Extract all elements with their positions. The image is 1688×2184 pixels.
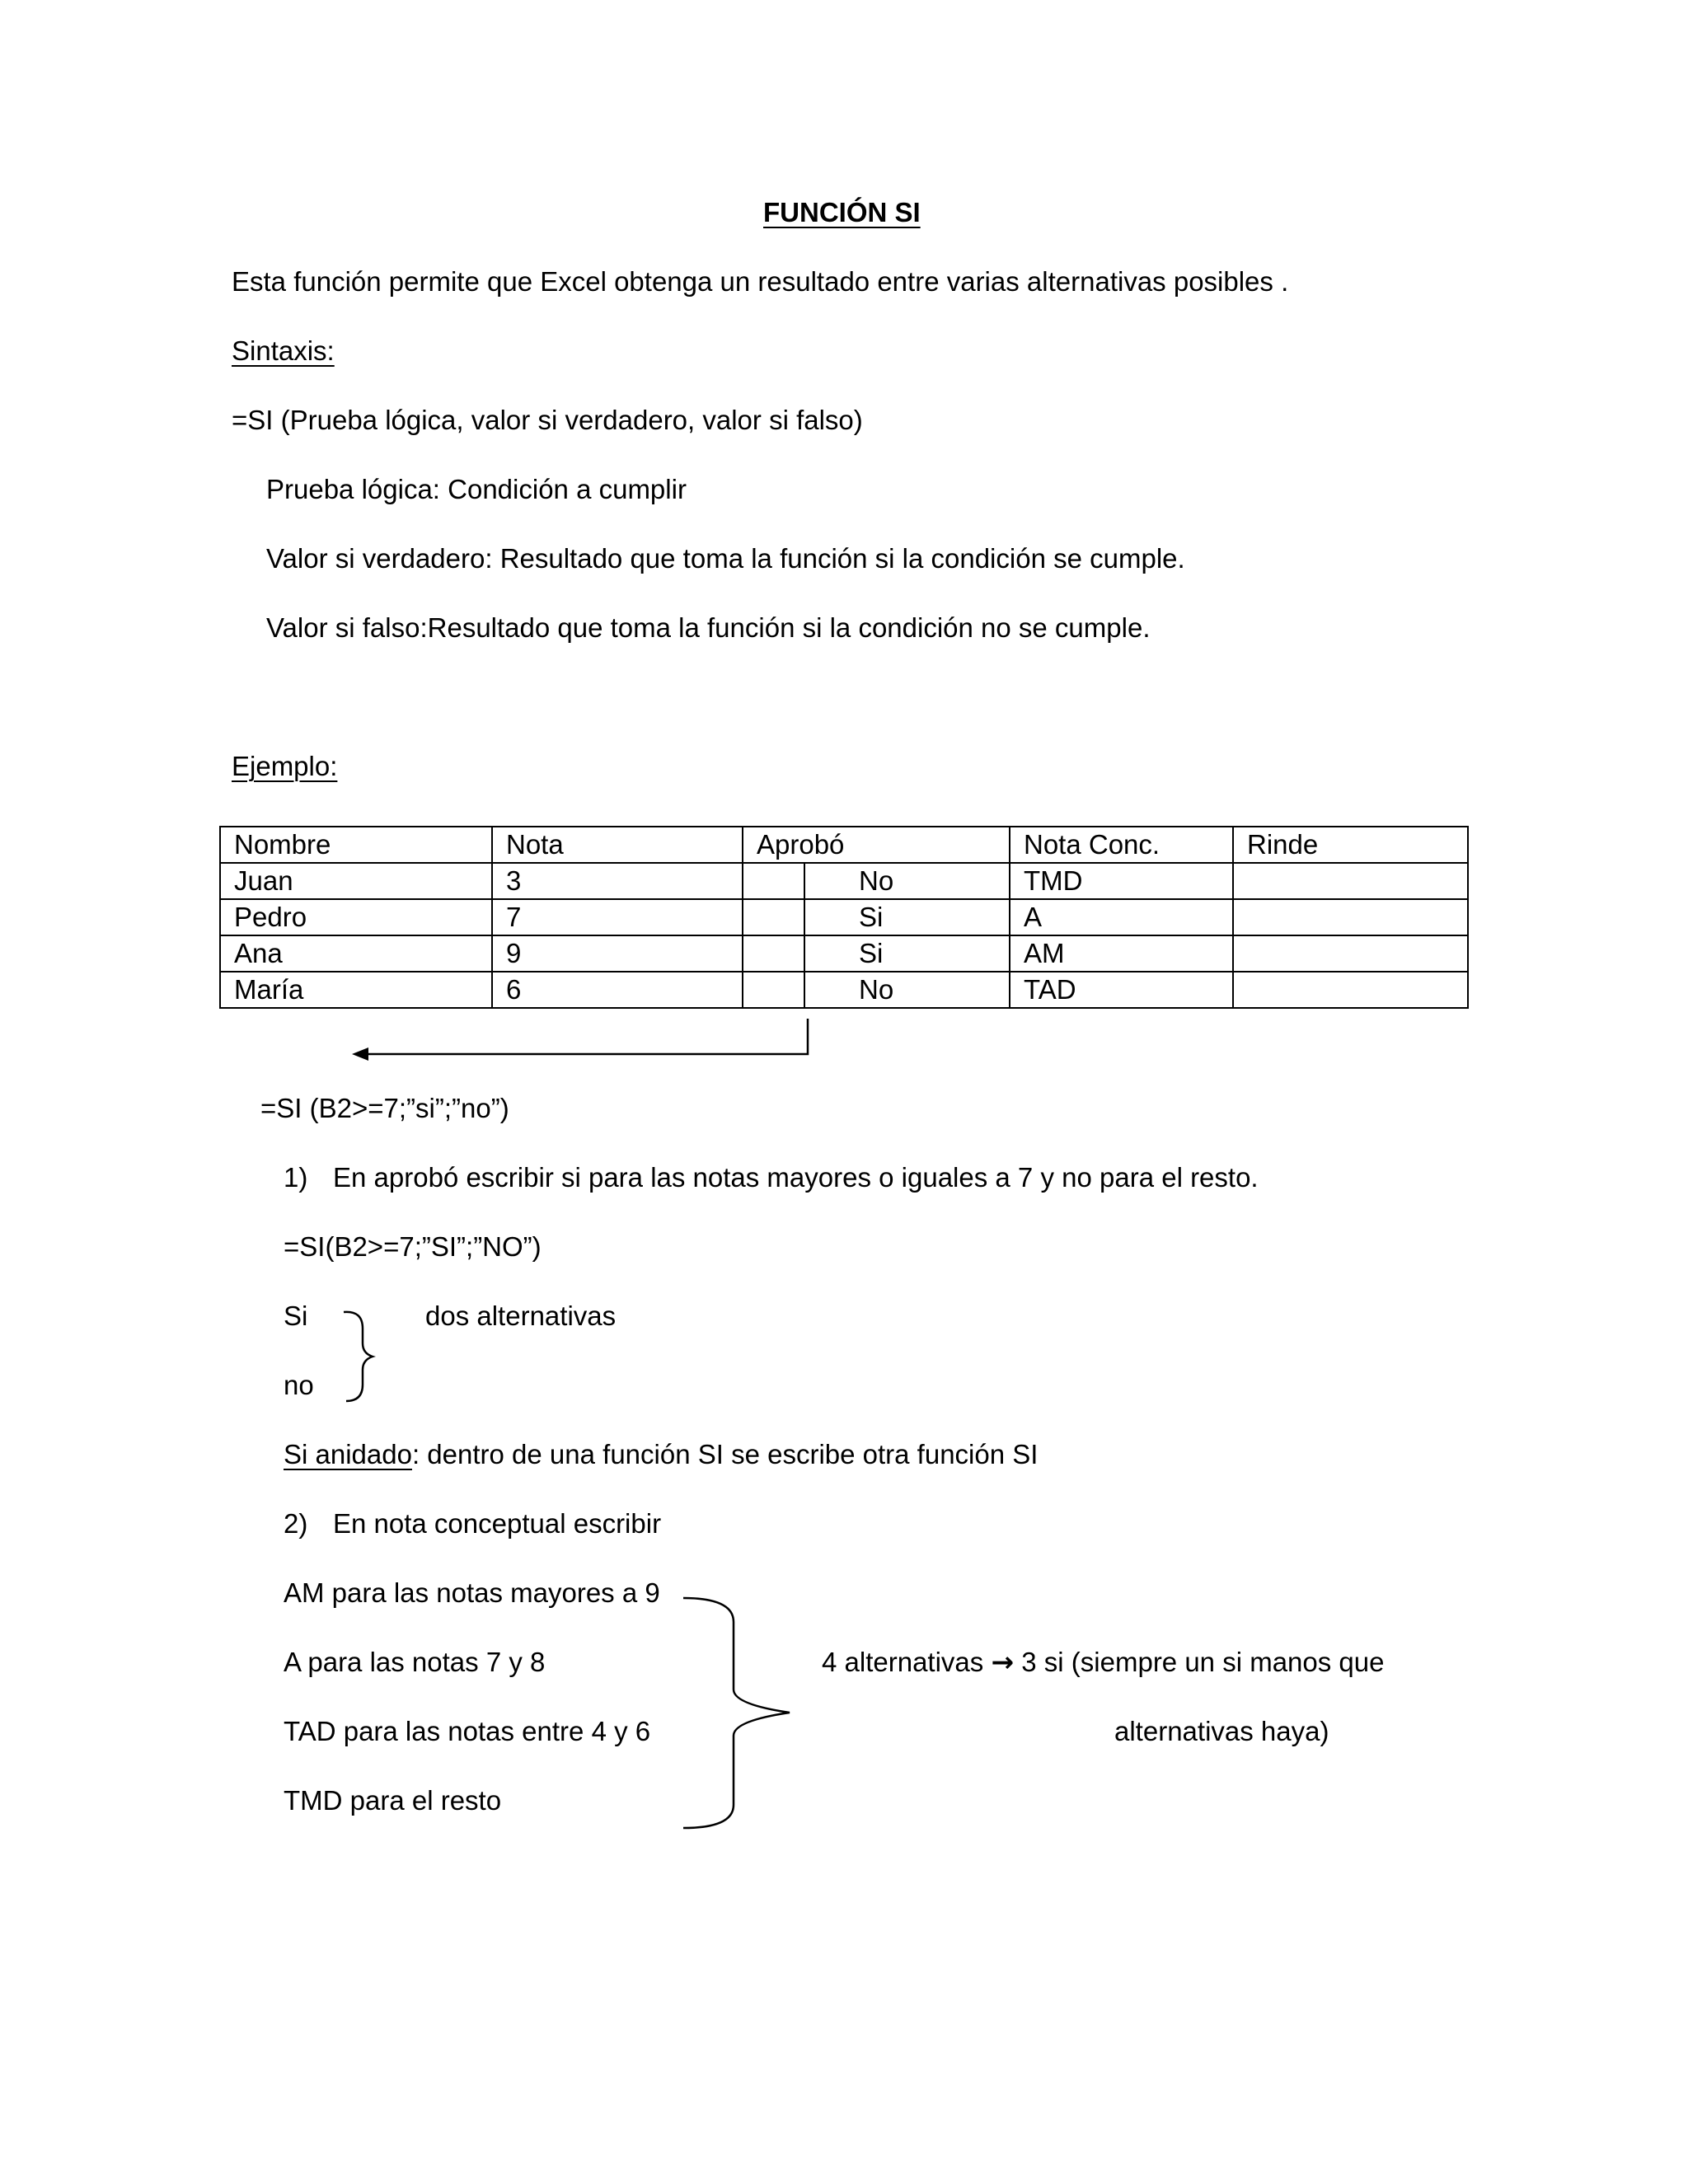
cell-nombre: María <box>220 972 492 1008</box>
header-nombre: Nombre <box>220 827 492 863</box>
arrow-right-icon: → <box>991 1646 1015 1678</box>
cell-aprobo <box>743 899 1010 935</box>
nested-si-text: : dentro de una función SI se escribe otra función SI <box>411 1439 1039 1469</box>
alternative-no: no <box>284 1370 314 1400</box>
brace-large-icon <box>683 1598 790 1828</box>
alternative-si: Si <box>284 1301 308 1331</box>
cell-aprobo <box>743 863 1010 899</box>
cell-aprobo-value: Si <box>859 938 884 968</box>
cell-nota-conc: TMD <box>1010 863 1233 899</box>
param-valor-falso: Valor si falso:Resultado que toma la función si la condición no se cumple. <box>266 612 1151 643</box>
nested-si-line <box>284 1438 1038 1471</box>
item-1-number: 1) <box>284 1162 308 1193</box>
table-header-row <box>220 827 1468 863</box>
formula-example-2: =SI(B2>=7;”SI”;”NO”) <box>284 1231 542 1262</box>
cell-aprobo-value: Si <box>859 902 884 932</box>
param-prueba-logica: Prueba lógica: Condición a cumplir <box>266 474 687 504</box>
param-valor-verdadero: Valor si verdadero: Resultado que toma la función si la condición se cumple. <box>266 543 1185 574</box>
syntax-label: Sintaxis: <box>232 335 335 366</box>
summary-line-2: alternativas haya) <box>1114 1716 1329 1746</box>
condition-tmd: TMD para el resto <box>284 1785 502 1816</box>
cell-rinde <box>1233 935 1468 972</box>
cell-nombre: Ana <box>220 935 492 972</box>
cell-aprobo <box>743 935 1010 972</box>
header-nota: Nota <box>492 827 743 863</box>
intro-paragraph: Esta función permite que Excel obtenga un resultado entre varias alternativas posibles . <box>232 266 1289 297</box>
arrowhead-left-icon <box>352 1047 368 1061</box>
cell-rinde <box>1233 899 1468 935</box>
cell-nota-conc: AM <box>1010 935 1233 972</box>
condition-a: A para las notas 7 y 8 <box>284 1647 546 1677</box>
cell-nota: 6 <box>492 972 743 1008</box>
cell-nombre: Juan <box>220 863 492 899</box>
table-row <box>220 972 1468 1008</box>
cell-rinde <box>1233 972 1468 1008</box>
formula-example-1: =SI (B2>=7;”si”;”no”) <box>260 1093 509 1123</box>
example-table <box>219 826 1469 1009</box>
cell-rinde <box>1233 863 1468 899</box>
cell-nombre: Pedro <box>220 899 492 935</box>
cell-aprobo-value: No <box>859 865 894 896</box>
summary-alternatives: 4 alternativas <box>822 1647 984 1677</box>
connector-arrow-line <box>367 1019 808 1054</box>
item-2-number: 2) <box>284 1508 308 1539</box>
cell-nota: 9 <box>492 935 743 972</box>
cell-nota: 3 <box>492 863 743 899</box>
brace-small-icon <box>344 1312 373 1401</box>
item-1-text: En aprobó escribir si para las notas mayores o iguales a 7 y no para el resto. <box>333 1162 1259 1193</box>
table-row <box>220 899 1468 935</box>
table-row <box>220 935 1468 972</box>
condition-tad: TAD para las notas entre 4 y 6 <box>284 1716 651 1746</box>
cell-nota-conc: A <box>1010 899 1233 935</box>
summary-si-count: 3 si (siempre un si manos que <box>1021 1647 1385 1677</box>
page-title: FUNCIÓN SI <box>763 197 921 227</box>
header-aprobo: Aprobó <box>743 827 1010 863</box>
cell-nota: 7 <box>492 899 743 935</box>
example-label: Ejemplo: <box>232 751 338 781</box>
item-2-text: En nota conceptual escribir <box>333 1508 662 1539</box>
header-nota-conc: Nota Conc. <box>1010 827 1233 863</box>
cell-aprobo-value: No <box>859 974 894 1005</box>
condition-am: AM para las notas mayores a 9 <box>284 1577 660 1608</box>
header-rinde: Rinde <box>1233 827 1468 863</box>
table-row <box>220 863 1468 899</box>
alternatives-label: dos alternativas <box>425 1301 617 1331</box>
summary-line-1 <box>822 1646 1384 1679</box>
cell-nota-conc: TAD <box>1010 972 1233 1008</box>
nested-si-label: Si anidado <box>284 1439 412 1469</box>
syntax-formula: =SI (Prueba lógica, valor si verdadero, valor si falso) <box>232 405 863 435</box>
cell-aprobo <box>743 972 1010 1008</box>
